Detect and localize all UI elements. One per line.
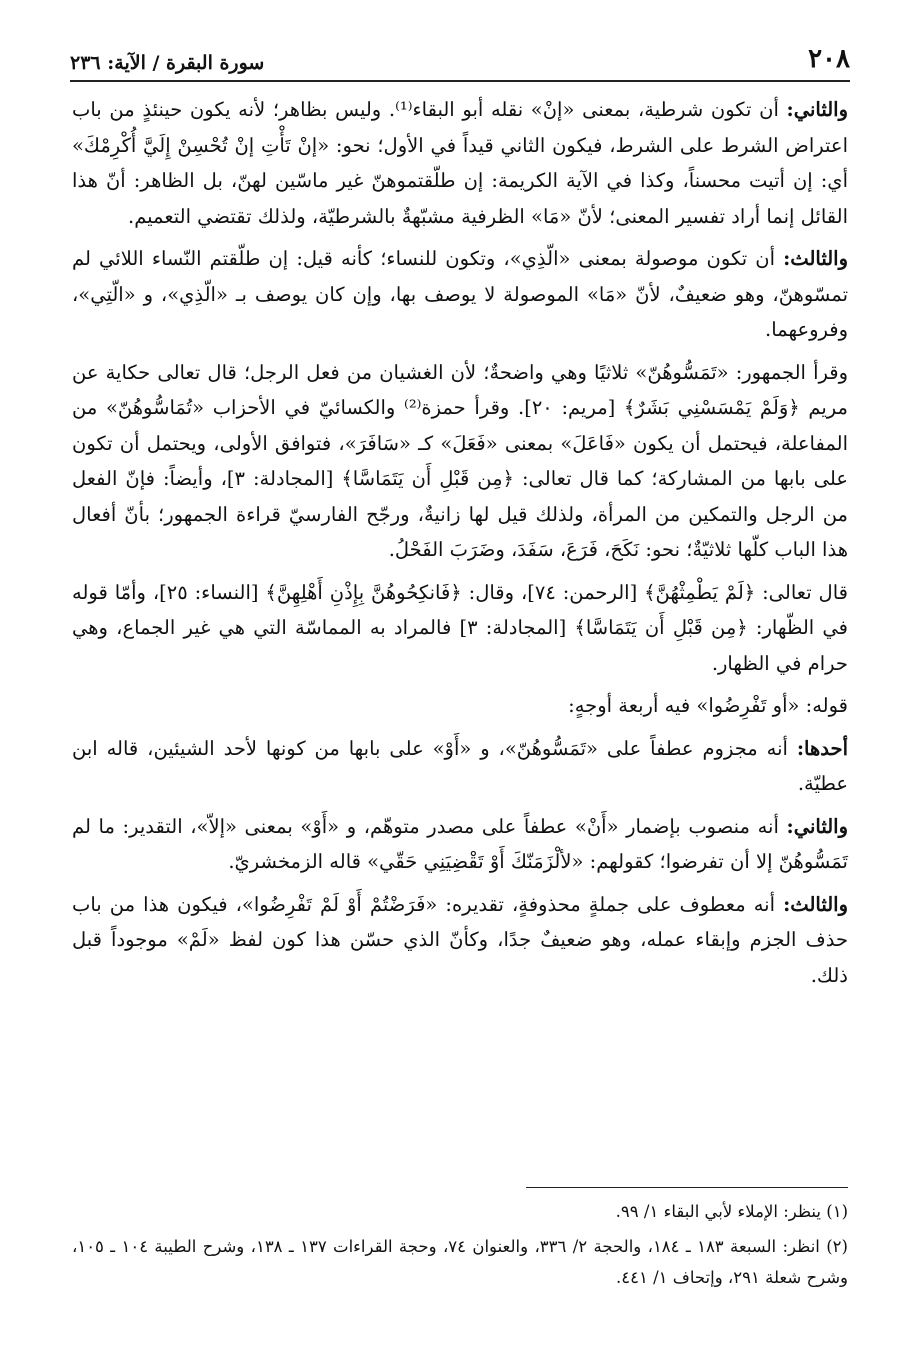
paragraph-lead: والثاني:	[786, 814, 848, 838]
page-header	[70, 30, 850, 82]
paragraph-text: أنه منصوب بإضمار «أَنْ» عطفاً على مصدر متوهّم، و «أَوْ» بمعنى «إلاّ»، التقدير: ما لم تَمَسُّوهُنّ إلا أن تفرضوا؛ كقولهم: «لألْزَمَنّكَ أَوْ تَقْضِيَنِي حَقّي» قاله الزمخشريّ.	[72, 814, 848, 873]
paragraph-lead: والثالث:	[783, 247, 848, 270]
paragraph-lead: والثالث:	[783, 892, 848, 916]
paragraph	[72, 575, 848, 682]
paragraph-text: وقرأ الجمهور: «تَمَسُّوهُنّ» ثلاثيًا وهي واضحةٌ؛ لأن الغشيان من فعل الرجل؛ قال تعالى حكاية عن مريم ﴿وَلَمْ يَمْسَسْنِي بَشَرٌ﴾ [مريم: ٢٠]. وقرأ حمزة⁽²⁾ والكسائيّ في الأحزاب «تُمَاسُّوهُنّ» من المفاعلة، فيحتمل أن يكون «فَاعَلَ» بمعنى «فَعَلَ» كـ «سَافَرَ»، فتوافق الأولى، ويحتمل أن تكون على بابها من المشاركة؛ كما قال تعالى: ﴿مِن قَبْلِ أَن يَتَمَاسَّا﴾ [المجادلة: ٣]، وأيضاً: فإنّ الفعل من الرجل والتمكين من المرأة، ولذلك قيل لها زانيةٌ، ورجّح الفارسيّ قراءة الجمهور؛ بأنّ أفعال هذا الباب كلّها ثلاثيّةٌ؛ نحو: نَكَحَ، فَرَعَ، سَفَدَ، وضَرَبَ الفَحْلُ.	[72, 360, 848, 561]
main-text	[72, 92, 848, 1000]
page-number: ٢٠٨	[808, 44, 850, 74]
footnote: (١) ينظر: الإملاء لأبي البقاء ١/ ٩٩.	[615, 1202, 848, 1221]
paragraph-text: أن تكون شرطية، بمعنى «إنْ» نقله أبو البقاء⁽¹⁾. وليس بظاهر؛ لأنه يكون حينئذٍ من باب اعتراض الشرط على الشرط، فيكون الثاني قيداً في الأول؛ نحو: «إنْ تَأْتِ إنْ تُحْسِنْ إِلَيَّ أُكْرِمْكَ» أي: إن أتيت محسناً، وكذا في الآية الكريمة: إن طلّقتموهنّ غير ماسّين لهنّ، بل الظاهر: أنّ هذا القائل إنما أراد تفسير المعنى؛ لأنّ «مَا» الظرفية مشبّهةٌ بالشرطيّة، ولذلك تقتضي التعميم.	[72, 98, 848, 228]
footnote: (٢) انظر: السبعة ١٨٣ ـ ١٨٤، والحجة ٢/ ٣٣٦، والعنوان ٧٤، وحجة القراءات ١٣٧ ـ ١٣٨، وشرح الطيبة ١٠٤ ـ ١٠٥، وشرح شعلة ٢٩١، وإتحاف ١/ ٤٤١.	[72, 1237, 848, 1287]
footnotes	[72, 1196, 848, 1297]
paragraph	[72, 688, 848, 724]
paragraph-lead: أحدها:	[796, 736, 848, 760]
paragraph-text: أنه معطوف على جملةٍ محذوفةٍ، تقديره: «فَرَضْتُمْ أَوْ لَمْ تَفْرِضُوا»، فيكون هذا من باب حذف الجزم وإبقاء عمله، وهو ضعيفٌ جدًا، وكأنّ الذي حسّن هذا كون لفظ «لَمْ» موجوداً قبل ذلك.	[72, 892, 848, 987]
paragraph	[72, 92, 848, 234]
paragraph	[72, 809, 848, 880]
paragraph-text: قوله: «أو تَفْرِضُوا» فيه أربعة أوجهٍ:	[568, 694, 848, 717]
footnote-divider	[526, 1187, 848, 1188]
paragraph	[72, 887, 848, 994]
paragraph-lead: والثاني:	[786, 98, 849, 121]
running-title: سورة البقرة / الآية: ٢٣٦	[70, 52, 265, 74]
paragraph	[72, 731, 848, 802]
paragraph-text: قال تعالى: ﴿لَمْ يَطْمِثْهُنَّ﴾ [الرحمن: ٧٤]، وقال: ﴿فَانكِحُوهُنَّ بِإِذْنِ أَهْلِهِنَّ﴾ [النساء: ٢٥]، وأمّا قوله في الظّهار: ﴿مِن قَبْلِ أَن يَتَمَاسَّا﴾ [المجادلة: ٣] فالمراد به المماسّة التي هي غير الجماع، وهي حرام في الظهار.	[72, 580, 848, 675]
paragraph	[72, 355, 848, 568]
paragraph-text: أن تكون موصولة بمعنى «الّذِي»، وتكون للنساء؛ كأنه قيل: إن طلّقتم النّساء اللائي لم تمسّوهنّ، وهو ضعيفٌ، لأنّ «مَا» الموصولة لا يوصف بها، وإن كان يوصف بـ «الّذِي»، و «الّتِي»، وفروعهما.	[72, 247, 848, 341]
paragraph-text: أنه مجزوم عطفاً على «تَمَسُّوهُنّ»، و «أَوْ» على بابها من كونها لأحد الشيئين، قاله ابن عطيّة.	[72, 736, 848, 795]
paragraph	[72, 241, 848, 348]
